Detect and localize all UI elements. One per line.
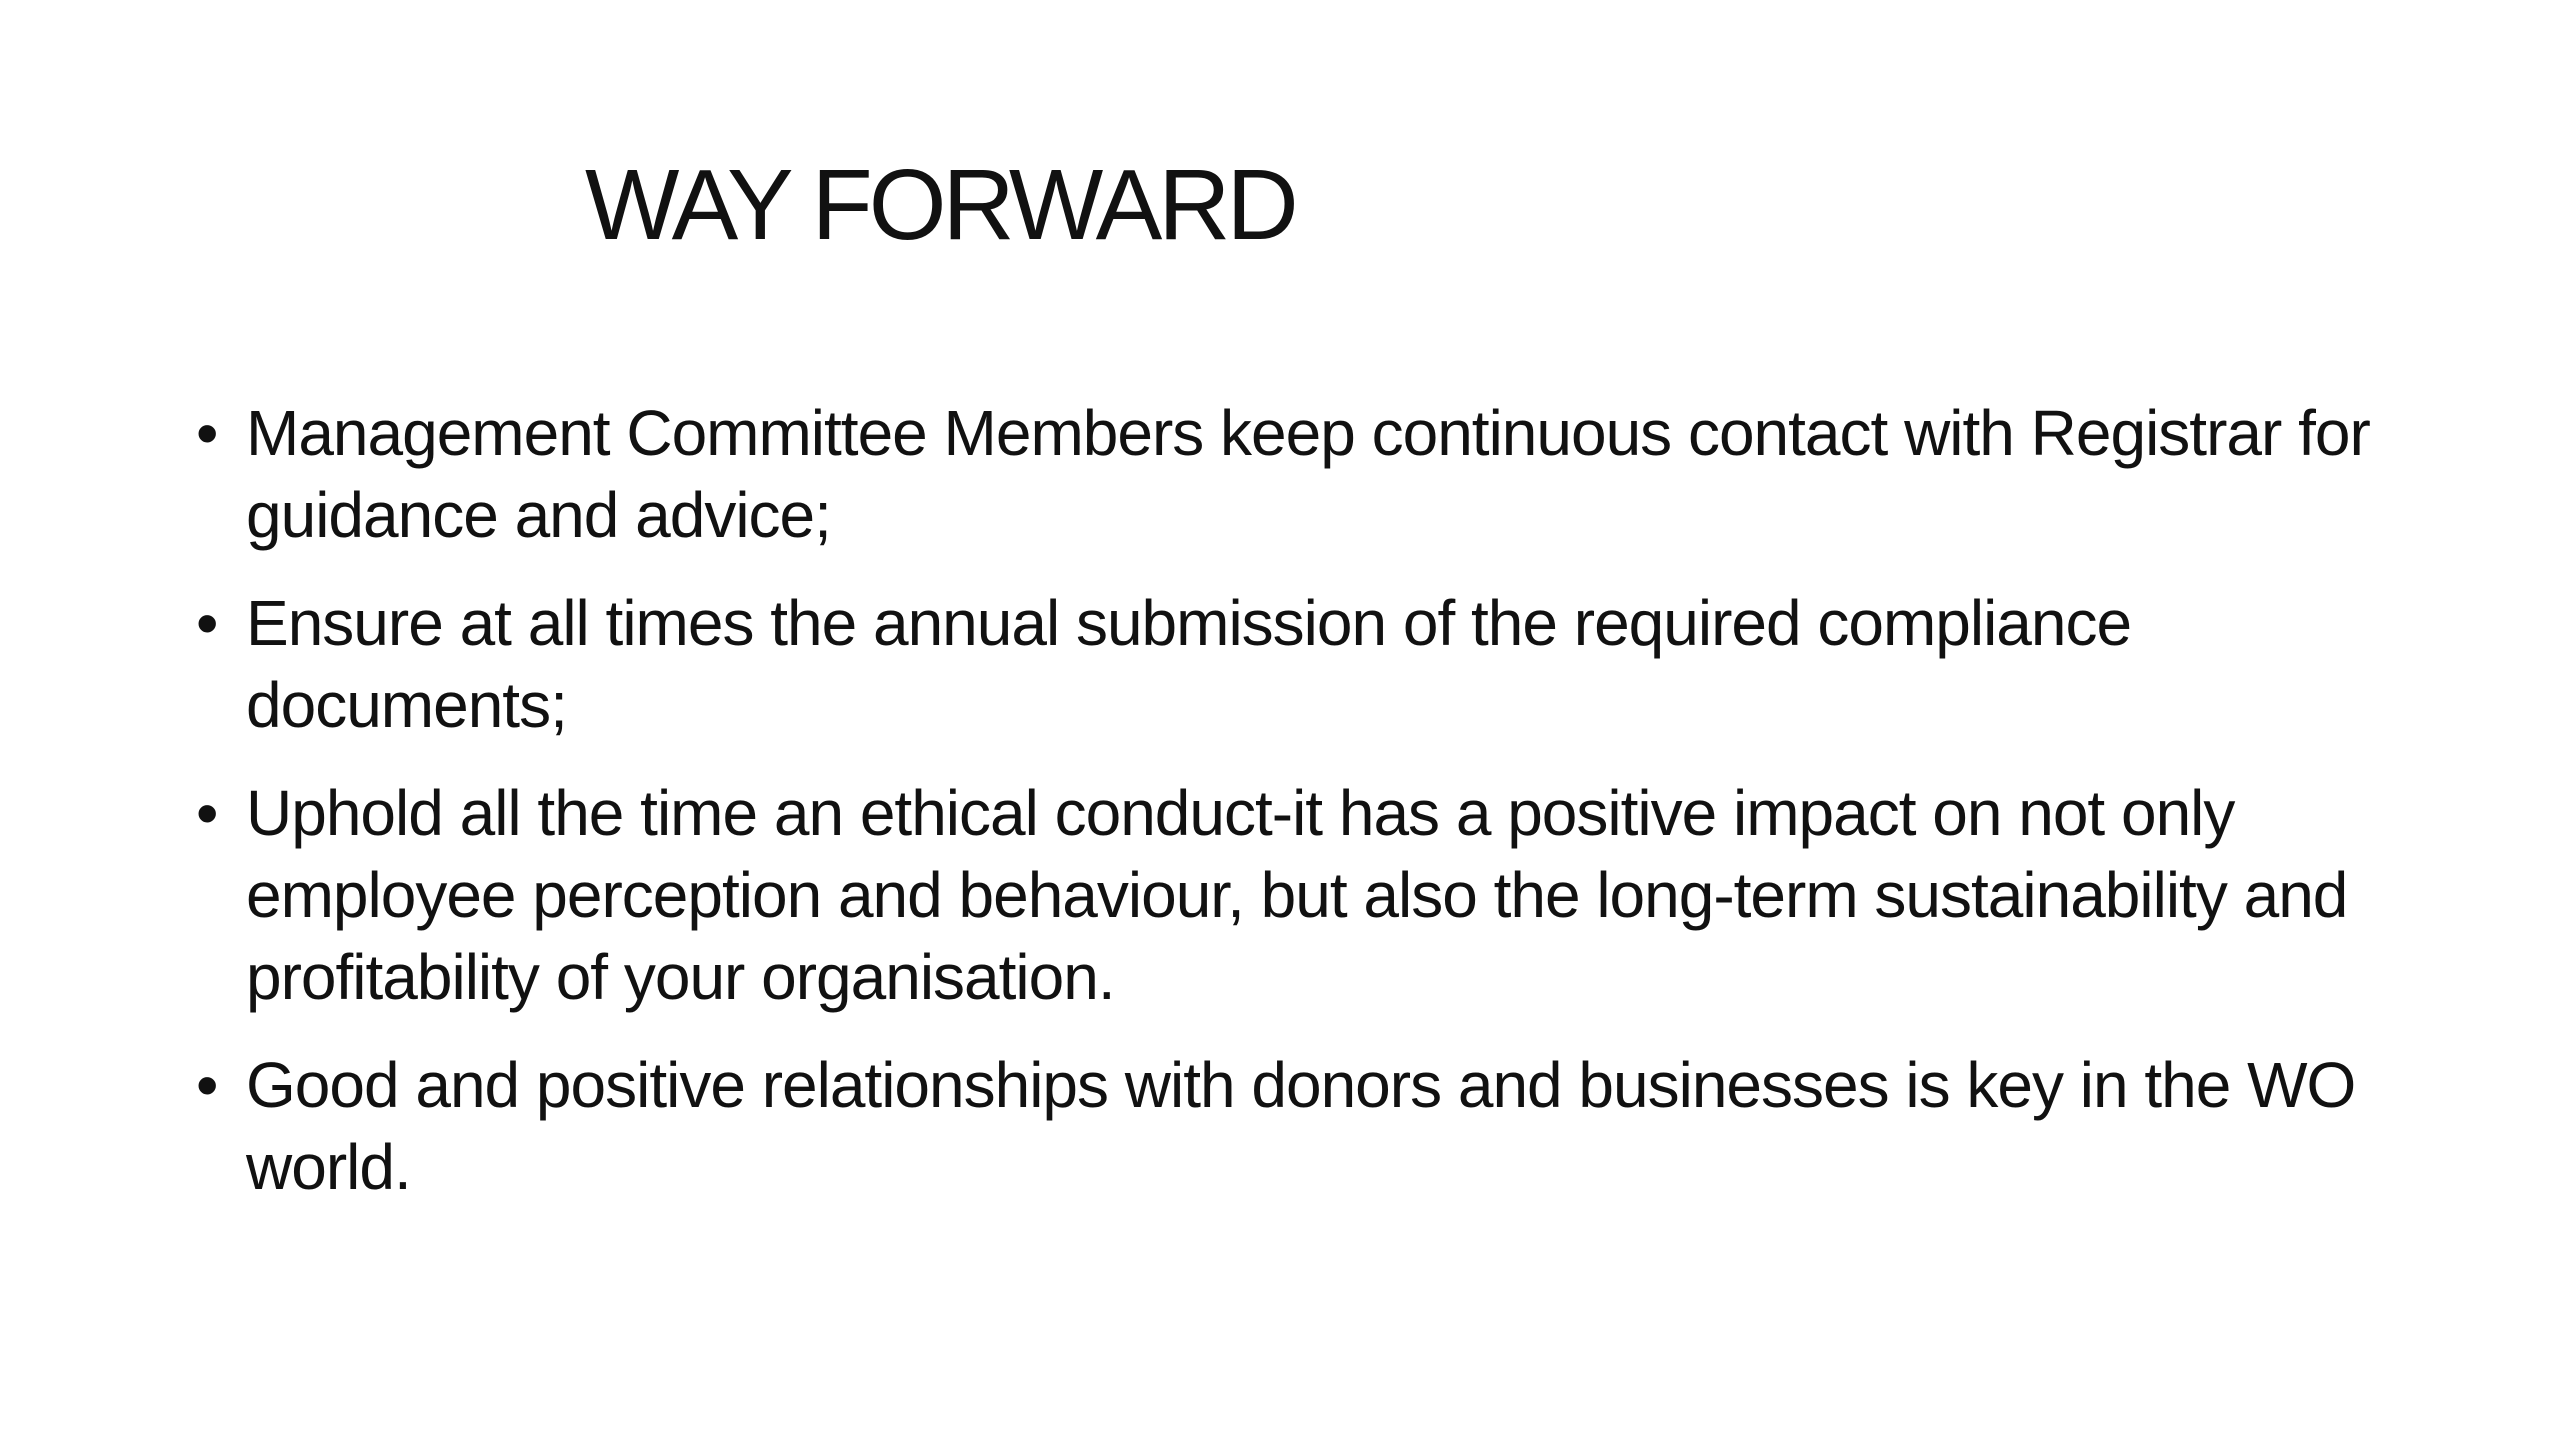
bullet-text: Good and positive relationships with donors and businesses is key in the WO world. (246, 1049, 2356, 1203)
bullet-item-2 (196, 582, 2446, 746)
slide-title: WAY FORWARD (585, 149, 1295, 261)
bullet-item-4 (196, 1044, 2446, 1208)
bullet-text: Ensure at all times the annual submission of the required compliance documents; (246, 587, 2132, 741)
bullet-text: Uphold all the time an ethical conduct-it has a positive impact on not only employee perception and behaviour, but also the long-term sustainability and profitability of your organisation. (246, 777, 2348, 1013)
bullet-dot-icon: • (196, 587, 218, 659)
bullet-dot-icon: • (196, 1049, 218, 1121)
bullet-dot-icon: • (196, 397, 218, 469)
bullet-dot-icon: • (196, 777, 218, 849)
bullet-text: Management Committee Members keep continuous contact with Registrar for guidance and advice; (246, 397, 2370, 551)
bullet-item-3 (196, 772, 2446, 1018)
bullet-item-1 (196, 392, 2446, 556)
bullet-list (196, 392, 2446, 1234)
